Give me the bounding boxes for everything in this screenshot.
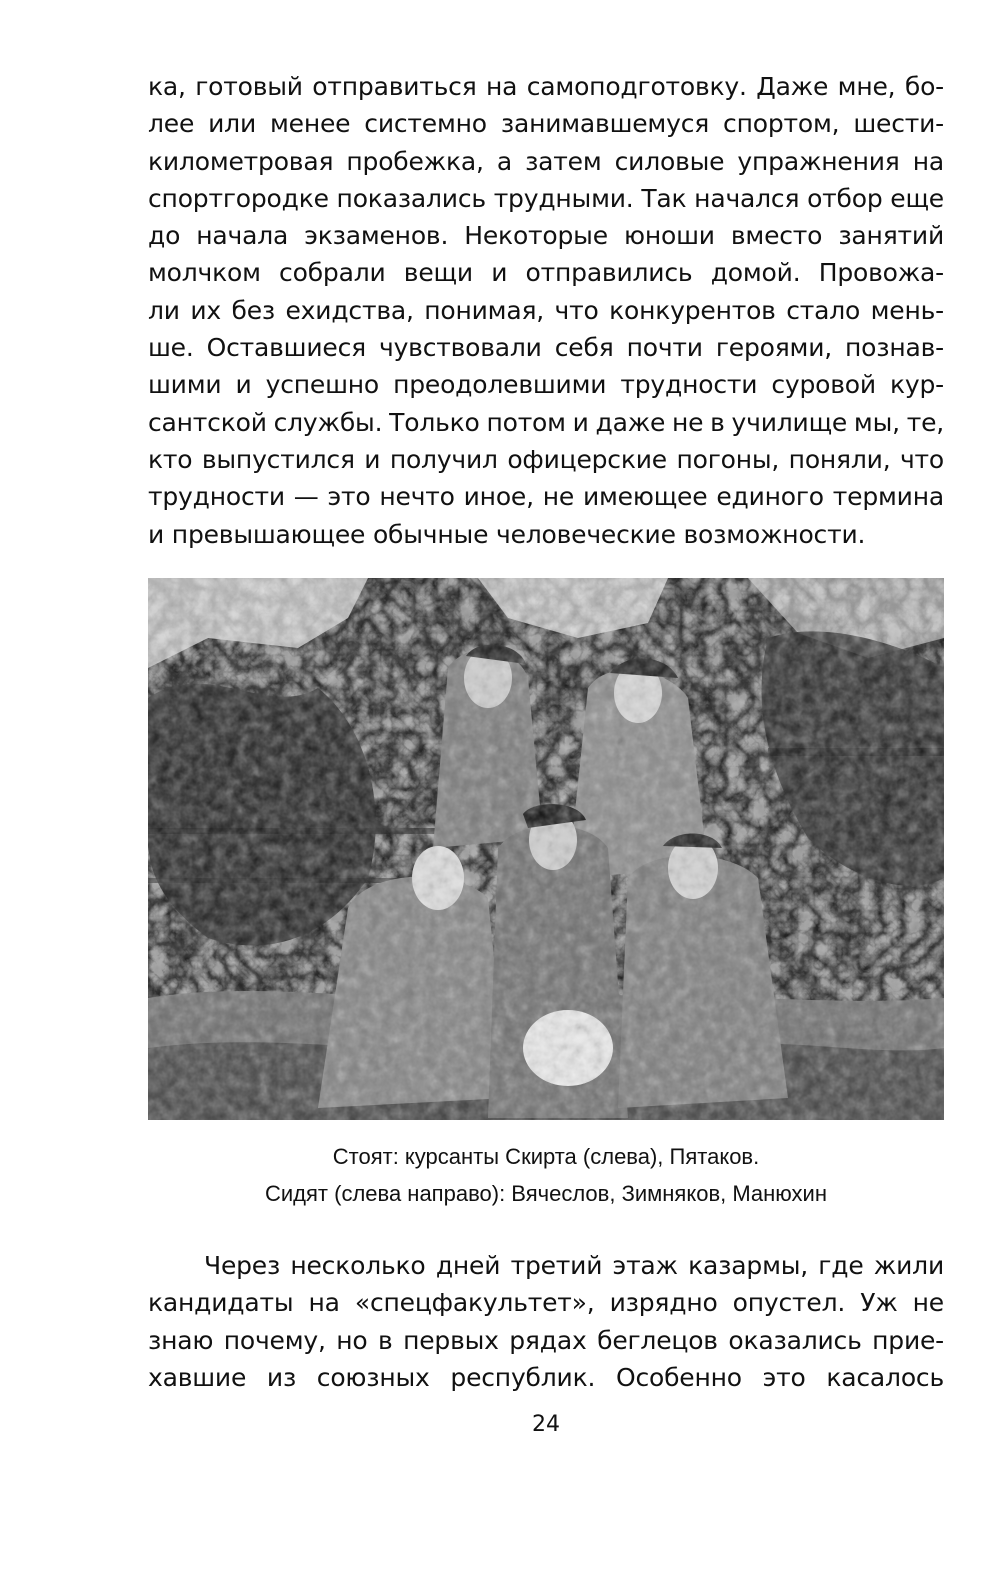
photo-caption-line-2: Сидят (слева направо): Вячеслов, Зимняков, Манюхин xyxy=(265,1181,827,1206)
text-line: кандидаты на «спецфакультет», изрядно опустел. Уж не xyxy=(148,1288,944,1318)
text-line: спортгородке показались трудными. Так начался отбор еще xyxy=(148,183,944,213)
page-number: 24 xyxy=(532,1412,560,1437)
photo-caption-line-1: Стоят: курсанты Скирта (слева), Пятаков. xyxy=(332,1144,760,1169)
text-line: ше. Оставшиеся чувствовали себя почти героями, познав- xyxy=(148,333,944,363)
body-text-bottom xyxy=(148,1247,944,1396)
text-line: хавшие из союзных республик. Особенно это касалось xyxy=(148,1362,944,1392)
text-line: километровая пробежка, а затем силовые упражнения на xyxy=(148,146,944,176)
text-line: и превышающее обычные человеческие возможности. xyxy=(148,519,866,549)
text-line: шими и успешно преодолевшими трудности суровой кур- xyxy=(148,370,944,400)
text-line: ли их без ехидства, понимая, что конкурентов стало мень- xyxy=(148,295,944,325)
text-line: лее или менее системно занимавшемуся спортом, шести- xyxy=(148,109,944,139)
group-photo xyxy=(148,578,944,1120)
text-line: кто выпустился и получил офицерские погоны, поняли, что xyxy=(148,444,944,474)
text-line: до начала экзаменов. Некоторые юноши вместо занятий xyxy=(148,221,944,251)
text-line: ка, готовый отправиться на самоподготовку. Даже мне, бо- xyxy=(148,72,944,101)
text-line: знаю почему, но в первых рядах беглецов оказались прие- xyxy=(148,1325,944,1355)
text-line: сантской службы. Только потом и даже не в училище мы, те, xyxy=(148,407,944,437)
text-line: Через несколько дней третий этаж казармы, где жили xyxy=(204,1251,944,1280)
text-line: молчком собрали вещи и отправились домой. Провожа- xyxy=(148,258,944,288)
text-line: трудности — это нечто иное, не имеющее единого термина xyxy=(148,482,944,512)
body-text-top xyxy=(148,68,944,553)
